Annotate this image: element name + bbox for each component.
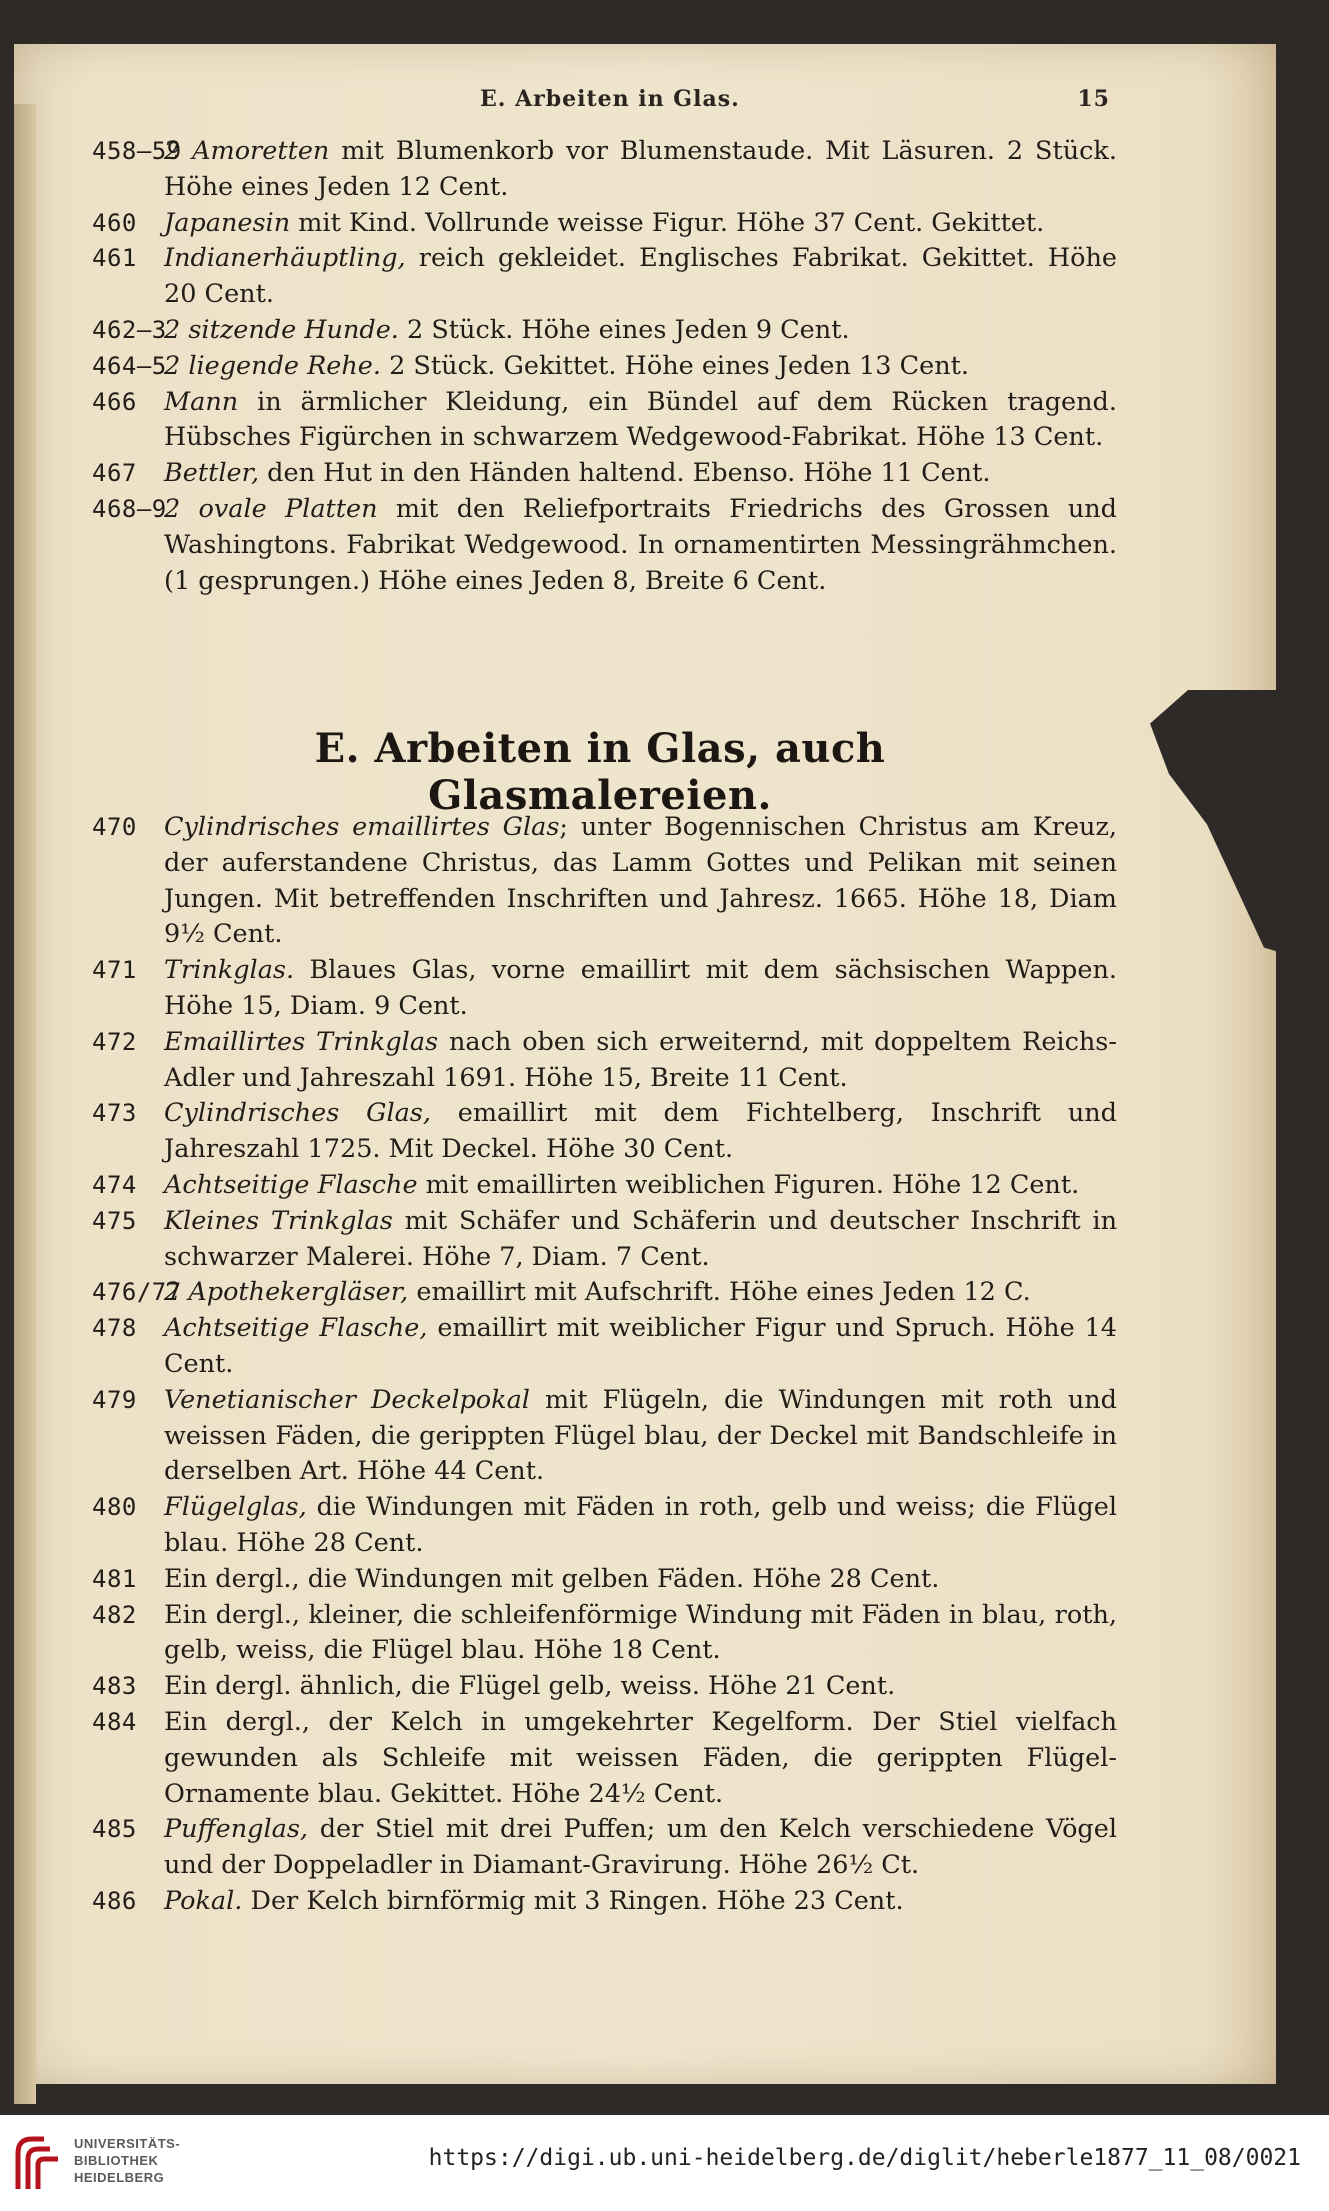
entry-description: mit Schäfer und Schäferin und deutscher Inschrift in schwarzer Malerei. Höhe 7, Diam. 7 Cent.: [164, 1205, 1118, 1272]
entry-number: 466: [92, 387, 137, 416]
catalogue-entry: [92, 810, 1117, 953]
entry-title: Indianerhäuptling,: [164, 243, 406, 274]
entry-description: mit Kind. Vollrunde weisse Figur. Höhe 37 Cent. Gekittet.: [290, 207, 1045, 238]
entry-number: 480: [92, 1493, 137, 1522]
entry-description: die Windungen mit Fäden in roth, gelb und weiss; die Flügel blau. Höhe 28 Cent.: [164, 1492, 1117, 1558]
catalogue-entry: [92, 1490, 1117, 1562]
entry-title: Japanesin: [164, 207, 291, 238]
entry-number: 482: [92, 1600, 137, 1629]
catalogue-entry: [92, 953, 1117, 1025]
entry-number: 464—5: [92, 351, 167, 380]
catalogue-entry: [92, 1311, 1117, 1383]
entry-title: Trinkglas.: [164, 955, 295, 986]
catalogue-entry: [92, 1275, 1117, 1311]
entry-title: Cylindrisches Glas,: [164, 1098, 431, 1129]
entry-description: 2 Stück. Gekittet. Höhe eines Jeden 13 Cent.: [381, 350, 969, 381]
university-library-logo-icon: [14, 2133, 68, 2193]
entry-description: reich gekleidet. Englisches Fabrikat. Gekittet. Höhe 20 Cent.: [164, 243, 1117, 310]
entry-title: Mann: [164, 386, 239, 417]
entry-description: emaillirt mit dem Fichtelberg, Inschrift und Jahreszahl 1725. Mit Deckel. Höhe 30 Cent.: [164, 1098, 1117, 1165]
library-name: [74, 2135, 180, 2186]
entry-description: emaillirt mit Aufschrift. Höhe eines Jeden 12 C.: [408, 1277, 1031, 1308]
entry-title: Achtseitige Flasche,: [164, 1313, 428, 1344]
catalogue-entry: [92, 1562, 1117, 1598]
entry-number: 474: [92, 1170, 137, 1199]
entry-number: 470: [92, 813, 137, 841]
entry-number: 478: [92, 1314, 137, 1343]
entry-title: Bettler,: [164, 458, 260, 489]
entry-title: Emaillirtes Trinkglas: [164, 1026, 439, 1057]
entry-description: mit emaillirten weiblichen Figuren. Höhe 12 Cent.: [417, 1169, 1080, 1200]
entry-number: 462—3: [92, 315, 167, 344]
entry-title: Achtseitige Flasche: [164, 1169, 418, 1200]
entry-description: 2 Stück. Höhe eines Jeden 9 Cent.: [398, 314, 850, 345]
entry-number: 476/77: [92, 1278, 182, 1307]
entry-description: Blaues Glas, vorne emaillirt mit dem sächsischen Wappen. Höhe 15, Diam. 9 Cent.: [164, 955, 1117, 1021]
entry-description: nach oben sich erweiternd, mit doppeltem Reichs-Adler und Jahreszahl 1691. Höhe 15, Breite 11 Cent.: [164, 1026, 1117, 1093]
entry-number: 471: [92, 956, 137, 985]
entry-title: Cylindrisches emaillirtes Glas: [164, 812, 560, 842]
entry-description: der Stiel mit drei Puffen; um den Kelch verschiedene Vögel und der Doppeladler in Diamant-Gravirung. Höhe 26½ Ct.: [164, 1814, 1117, 1881]
entry-description: mit Blumenkorb vor Blumenstaude. Mit Läsuren. 2 Stück. Höhe eines Jeden 12 Cent.: [164, 136, 1117, 202]
entry-title: Kleines Trinkglas: [164, 1205, 393, 1236]
entries-glass-section: [92, 810, 1117, 1920]
entry-number: 467: [92, 459, 137, 488]
entry-description: Ein dergl., die Windungen mit gelben Fäden. Höhe 28 Cent.: [164, 1563, 940, 1594]
entry-number: 461: [92, 244, 137, 273]
catalogue-entry: [92, 1204, 1117, 1276]
library-name-line: BIBLIOTHEK: [74, 2153, 159, 2168]
entries-previous-section: [92, 134, 1117, 599]
catalogue-entry: [92, 241, 1117, 313]
entry-number: 475: [92, 1206, 137, 1235]
entry-number: 468—9: [92, 494, 167, 523]
catalogue-entry: [92, 1598, 1117, 1670]
entry-number: 484: [92, 1707, 137, 1736]
running-head-title: E. Arbeiten in Glas.: [480, 86, 740, 112]
catalogue-entry: [92, 1096, 1117, 1168]
entry-number: 486: [92, 1886, 137, 1915]
entry-number: 472: [92, 1027, 137, 1056]
entry-description: Der Kelch birnförmig mit 3 Ringen. Höhe 23 Cent.: [242, 1885, 904, 1916]
entry-title: 2 sitzende Hunde.: [164, 314, 399, 345]
page-number: 15: [1077, 86, 1110, 112]
entry-number: 481: [92, 1564, 137, 1593]
entry-description: Ein dergl. ähnlich, die Flügel gelb, weiss. Höhe 21 Cent.: [164, 1671, 896, 1702]
entry-title: 2 liegende Rehe.: [164, 350, 381, 381]
catalogue-entry: [92, 1669, 1117, 1705]
section-title: E. Arbeiten in Glas, auch Glasmalereien.: [314, 725, 886, 819]
entry-number: 458—59: [92, 137, 182, 165]
entry-title: 2 ovale Platten: [164, 493, 378, 524]
page-gutter: [14, 104, 36, 2104]
entry-description: den Hut in den Händen haltend. Ebenso. Höhe 11 Cent.: [259, 458, 991, 489]
catalogue-entry: [92, 1383, 1117, 1490]
entry-description: in ärmlicher Kleidung, ein Bündel auf dem Rücken tragend. Hübsches Figürchen in schwarzem Wedgewood-Fabrikat. Höhe 13 Cent.: [164, 386, 1117, 453]
entry-description: mit Flügeln, die Windungen mit roth und weissen Fäden, die gerippten Flügel blau, der Deckel mit Bandschleife in derselben Art. Höhe 44 Cent.: [164, 1384, 1117, 1487]
catalogue-entry: [92, 313, 1117, 349]
permalink-url[interactable]: https://digi.ub.uni-heidelberg.de/diglit/heberle1877_11_08/0021: [428, 2145, 1301, 2171]
entry-title: Flügelglas,: [164, 1492, 307, 1523]
entry-description: ; unter Bogennischen Christus am Kreuz, der auferstandene Christus, das Lamm Gottes und Pelikan mit seinen Jungen. Mit betreffenden Inschriften und Jahresz. 1665. Höhe 18, Diam 9½ Cent.: [164, 812, 1117, 950]
library-name-line: UNIVERSITÄTS-: [74, 2136, 181, 2151]
entry-title: Puffenglas,: [164, 1814, 309, 1845]
catalogue-entry: [92, 1168, 1117, 1204]
catalogue-entry: [92, 385, 1117, 457]
entry-description: Ein dergl., der Kelch in umgekehrter Kegelform. Der Stiel vielfach gewunden als Schleife mit weissen Fäden, die gerippten Flügel-Ornamente blau. Gekittet. Höhe 24½ Cent.: [164, 1706, 1117, 1809]
entry-number: 460: [92, 208, 137, 237]
library-name-line: HEIDELBERG: [74, 2170, 165, 2185]
entry-title: Pokal.: [164, 1885, 243, 1916]
catalogue-entry: [92, 1884, 1117, 1920]
entry-description: emaillirt mit weiblicher Figur und Spruch. Höhe 14 Cent.: [164, 1313, 1117, 1379]
catalogue-entry: [92, 134, 1117, 206]
catalogue-entry: [92, 456, 1117, 492]
catalogue-entry: [92, 1812, 1117, 1884]
entry-title: 2 Apothekergläser,: [164, 1277, 409, 1308]
entry-number: 483: [92, 1672, 137, 1701]
catalogue-entry: [92, 1025, 1117, 1097]
catalogue-entry: [92, 492, 1117, 599]
entry-description: Ein dergl., kleiner, die schleifenförmige Windung mit Fäden in blau, roth, gelb, weiss, die Flügel blau. Höhe 18 Cent.: [164, 1599, 1117, 1666]
footer-bar: [0, 2115, 1329, 2211]
entry-number: 479: [92, 1385, 137, 1414]
entry-title: Venetianischer Deckelpokal: [164, 1384, 530, 1415]
entry-number: 485: [92, 1815, 137, 1844]
catalogue-entry: [92, 349, 1117, 385]
catalogue-entry: [92, 1705, 1117, 1812]
entry-description: mit den Reliefportraits Friedrichs des Grossen und Washingtons. Fabrikat Wedgewood. In ornamentirten Messingrähmchen. (1 gesprungen.) Höhe eines Jeden 8, Breite 6 Cent.: [164, 493, 1117, 596]
catalogue-entry: [92, 206, 1117, 242]
entry-number: 473: [92, 1099, 137, 1128]
entry-title: 2 Amoretten: [164, 136, 330, 166]
